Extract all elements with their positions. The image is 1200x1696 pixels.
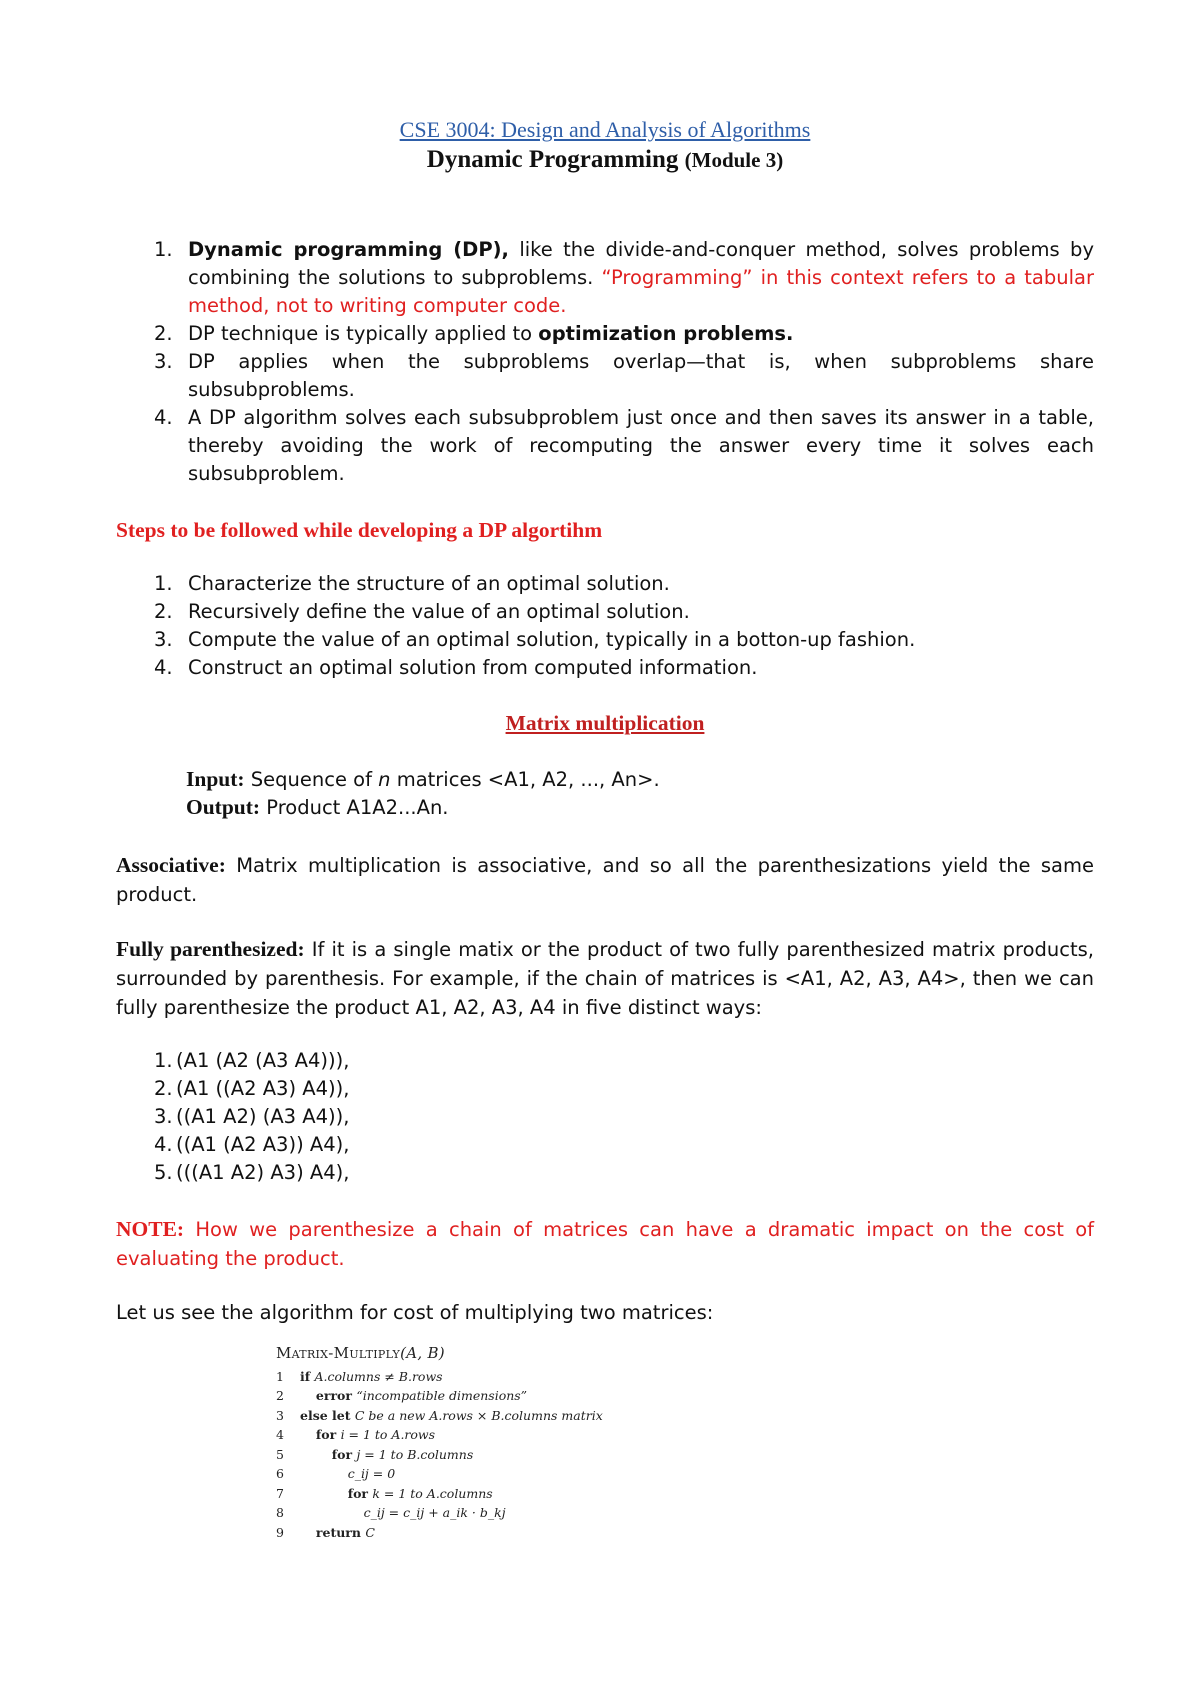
- line-keyword: for: [347, 1485, 373, 1501]
- list-item: [116, 1075, 1094, 1103]
- list-number: 1.: [154, 572, 173, 595]
- list-item: [116, 1131, 1094, 1159]
- list-item: [116, 1159, 1094, 1187]
- steps-list: [116, 570, 1094, 682]
- matrix-heading: Matrix multiplication: [505, 711, 705, 735]
- list-item: [116, 404, 1094, 488]
- algorithm-line: [276, 1367, 676, 1387]
- title-module: (Module 3): [684, 148, 784, 172]
- input-text-b: matrices <A1, A2, ..., An>.: [390, 768, 660, 791]
- line-keyword: else let: [300, 1407, 355, 1423]
- algorithm-pseudocode: [276, 1344, 676, 1542]
- algorithm-intro: Let us see the algorithm for cost of multiplying two matrices:: [116, 1301, 714, 1324]
- output-line: [186, 793, 1164, 822]
- list-number: 3.: [154, 628, 173, 651]
- line-indent: [300, 1486, 348, 1501]
- algorithm-args: (A, B): [400, 1344, 445, 1362]
- list-item: [116, 320, 1094, 348]
- algorithm-line: [276, 1484, 676, 1504]
- list-text: like the divide-and-conquer method, solves problems by combining the solutions to subproblems.: [188, 238, 1094, 289]
- list-number: 2.: [154, 322, 173, 345]
- line-indent: [300, 1427, 316, 1442]
- algorithm-name: Matrix-Multiply: [276, 1344, 401, 1362]
- line-indent: [300, 1447, 332, 1462]
- dp-term: Dynamic programming (DP),: [188, 238, 509, 261]
- line-number: 9: [276, 1524, 284, 1540]
- line-indent: [300, 1466, 348, 1481]
- line-keyword: for: [331, 1446, 357, 1462]
- list-item: [116, 1103, 1094, 1131]
- list-number: 2.: [154, 1077, 173, 1100]
- line-number: 7: [276, 1485, 284, 1501]
- algorithm-line: [276, 1503, 676, 1523]
- list-text: Recursively define the value of an optimal solution.: [188, 600, 690, 623]
- note-label: NOTE:: [116, 1217, 185, 1241]
- line-code: i = 1 to A.rows: [340, 1427, 436, 1442]
- line-number: 6: [276, 1466, 284, 1481]
- fully-text: If it is a single matix or the product of two fully parenthesized matrix products, surrounded by parenthesis. For example, if the chain of matrices is <A1, A2, A3, A4>, then we can fully parenthesize the product A1, A2, A3, A4 in five distinct ways:: [116, 938, 1094, 1019]
- algorithm-line: [276, 1523, 676, 1543]
- line-number: 5: [276, 1446, 284, 1462]
- list-number: 3.: [154, 1105, 173, 1128]
- fully-parenthesized-paragraph: [116, 935, 1094, 1022]
- programming-note: “Programming” in this context refers to a tabular method, not to writing computer code.: [188, 266, 1094, 317]
- parenthesization-list: [116, 1047, 1094, 1187]
- list-text: Construct an optimal solution from computed information.: [188, 656, 758, 679]
- list-item: [116, 348, 1094, 404]
- list-text: (A1 (A2 (A3 A4))),: [176, 1049, 350, 1072]
- list-number: 4.: [154, 656, 173, 679]
- line-code: C: [365, 1524, 375, 1540]
- list-text: (A1 ((A2 A3) A4)),: [176, 1077, 350, 1100]
- fully-label: Fully parenthesized:: [116, 937, 305, 961]
- line-code: “incompatible dimensions”: [356, 1388, 528, 1403]
- input-label: Input:: [186, 767, 245, 791]
- list-item: [116, 654, 1094, 682]
- line-number: 4: [276, 1427, 284, 1442]
- line-number: 2: [276, 1388, 284, 1403]
- line-code: C be a new A.rows × B.columns matrix: [354, 1407, 603, 1423]
- associative-paragraph: [116, 851, 1094, 909]
- line-indent: [300, 1505, 364, 1520]
- algorithm-line: [276, 1386, 676, 1406]
- line-indent: [300, 1525, 316, 1540]
- line-keyword: error: [315, 1388, 357, 1403]
- note-text: How we parenthesize a chain of matrices can have a dramatic impact on the cost of evaluating the product.: [116, 1218, 1094, 1270]
- input-line: [186, 765, 1164, 794]
- list-number: 4.: [154, 406, 173, 429]
- list-number: 1.: [154, 1049, 173, 1072]
- list-text: ((A1 (A2 A3)) A4),: [176, 1133, 350, 1156]
- algorithm-line: [276, 1445, 676, 1465]
- list-text: Characterize the structure of an optimal solution.: [188, 572, 670, 595]
- input-text-a: Sequence of: [244, 768, 379, 791]
- list-number: 5.: [154, 1161, 173, 1184]
- list-item: [116, 1047, 1094, 1075]
- title-main: Dynamic Programming: [426, 146, 685, 173]
- list-item: [116, 236, 1094, 320]
- list-number: 3.: [154, 350, 173, 373]
- list-number: 2.: [154, 600, 173, 623]
- steps-heading: Steps to be followed while developing a DP algortihm: [116, 518, 603, 542]
- list-text: DP technique is typically applied to: [188, 322, 539, 345]
- output-label: Output:: [186, 795, 261, 819]
- page-title: [116, 146, 1094, 174]
- course-title: CSE 3004: Design and Analysis of Algorithms: [399, 117, 811, 142]
- input-n: n: [378, 768, 391, 791]
- algorithm-line: [276, 1425, 676, 1445]
- list-number: 1.: [154, 238, 173, 261]
- list-item: [116, 570, 1094, 598]
- optimization-term: optimization problems.: [538, 322, 794, 345]
- algorithm-title: [276, 1344, 676, 1364]
- line-code: A.columns ≠ B.rows: [314, 1368, 443, 1384]
- algorithm-lines: [276, 1367, 676, 1543]
- line-number: 8: [276, 1505, 284, 1520]
- line-code: j = 1 to B.columns: [356, 1446, 474, 1462]
- note-paragraph: [116, 1215, 1094, 1273]
- algorithm-line: [276, 1406, 676, 1426]
- list-text: (((A1 A2) A3) A4),: [176, 1161, 350, 1184]
- line-code: c_ij = 0: [347, 1466, 396, 1481]
- line-indent: [300, 1388, 316, 1403]
- associative-text: Matrix multiplication is associative, and so all the parenthesizations yield the same product.: [116, 854, 1094, 906]
- line-code: k = 1 to A.columns: [372, 1485, 493, 1501]
- list-item: [116, 626, 1094, 654]
- output-text: Product A1A2...An.: [260, 796, 449, 819]
- line-number: 1: [276, 1368, 284, 1384]
- intro-list: [116, 236, 1094, 488]
- list-text: DP applies when the subproblems overlap—that is, when subproblems share subsubproblems.: [188, 350, 1094, 401]
- line-keyword: if: [300, 1368, 315, 1384]
- list-item: [116, 598, 1094, 626]
- list-number: 4.: [154, 1133, 173, 1156]
- line-code: c_ij = c_ij + a_ik · b_kj: [363, 1505, 506, 1520]
- line-keyword: for: [315, 1427, 341, 1442]
- line-number: 3: [276, 1407, 284, 1423]
- associative-label: Associative:: [116, 853, 226, 877]
- list-text: Compute the value of an optimal solution, typically in a botton-up fashion.: [188, 628, 916, 651]
- list-text: ((A1 A2) (A3 A4)),: [176, 1105, 350, 1128]
- line-keyword: return: [315, 1524, 366, 1540]
- list-text: A DP algorithm solves each subsubproblem just once and then saves its answer in a table, thereby avoiding the work of recomputing the answer every time it solves each subsubproblem.: [188, 406, 1094, 485]
- algorithm-line: [276, 1464, 676, 1484]
